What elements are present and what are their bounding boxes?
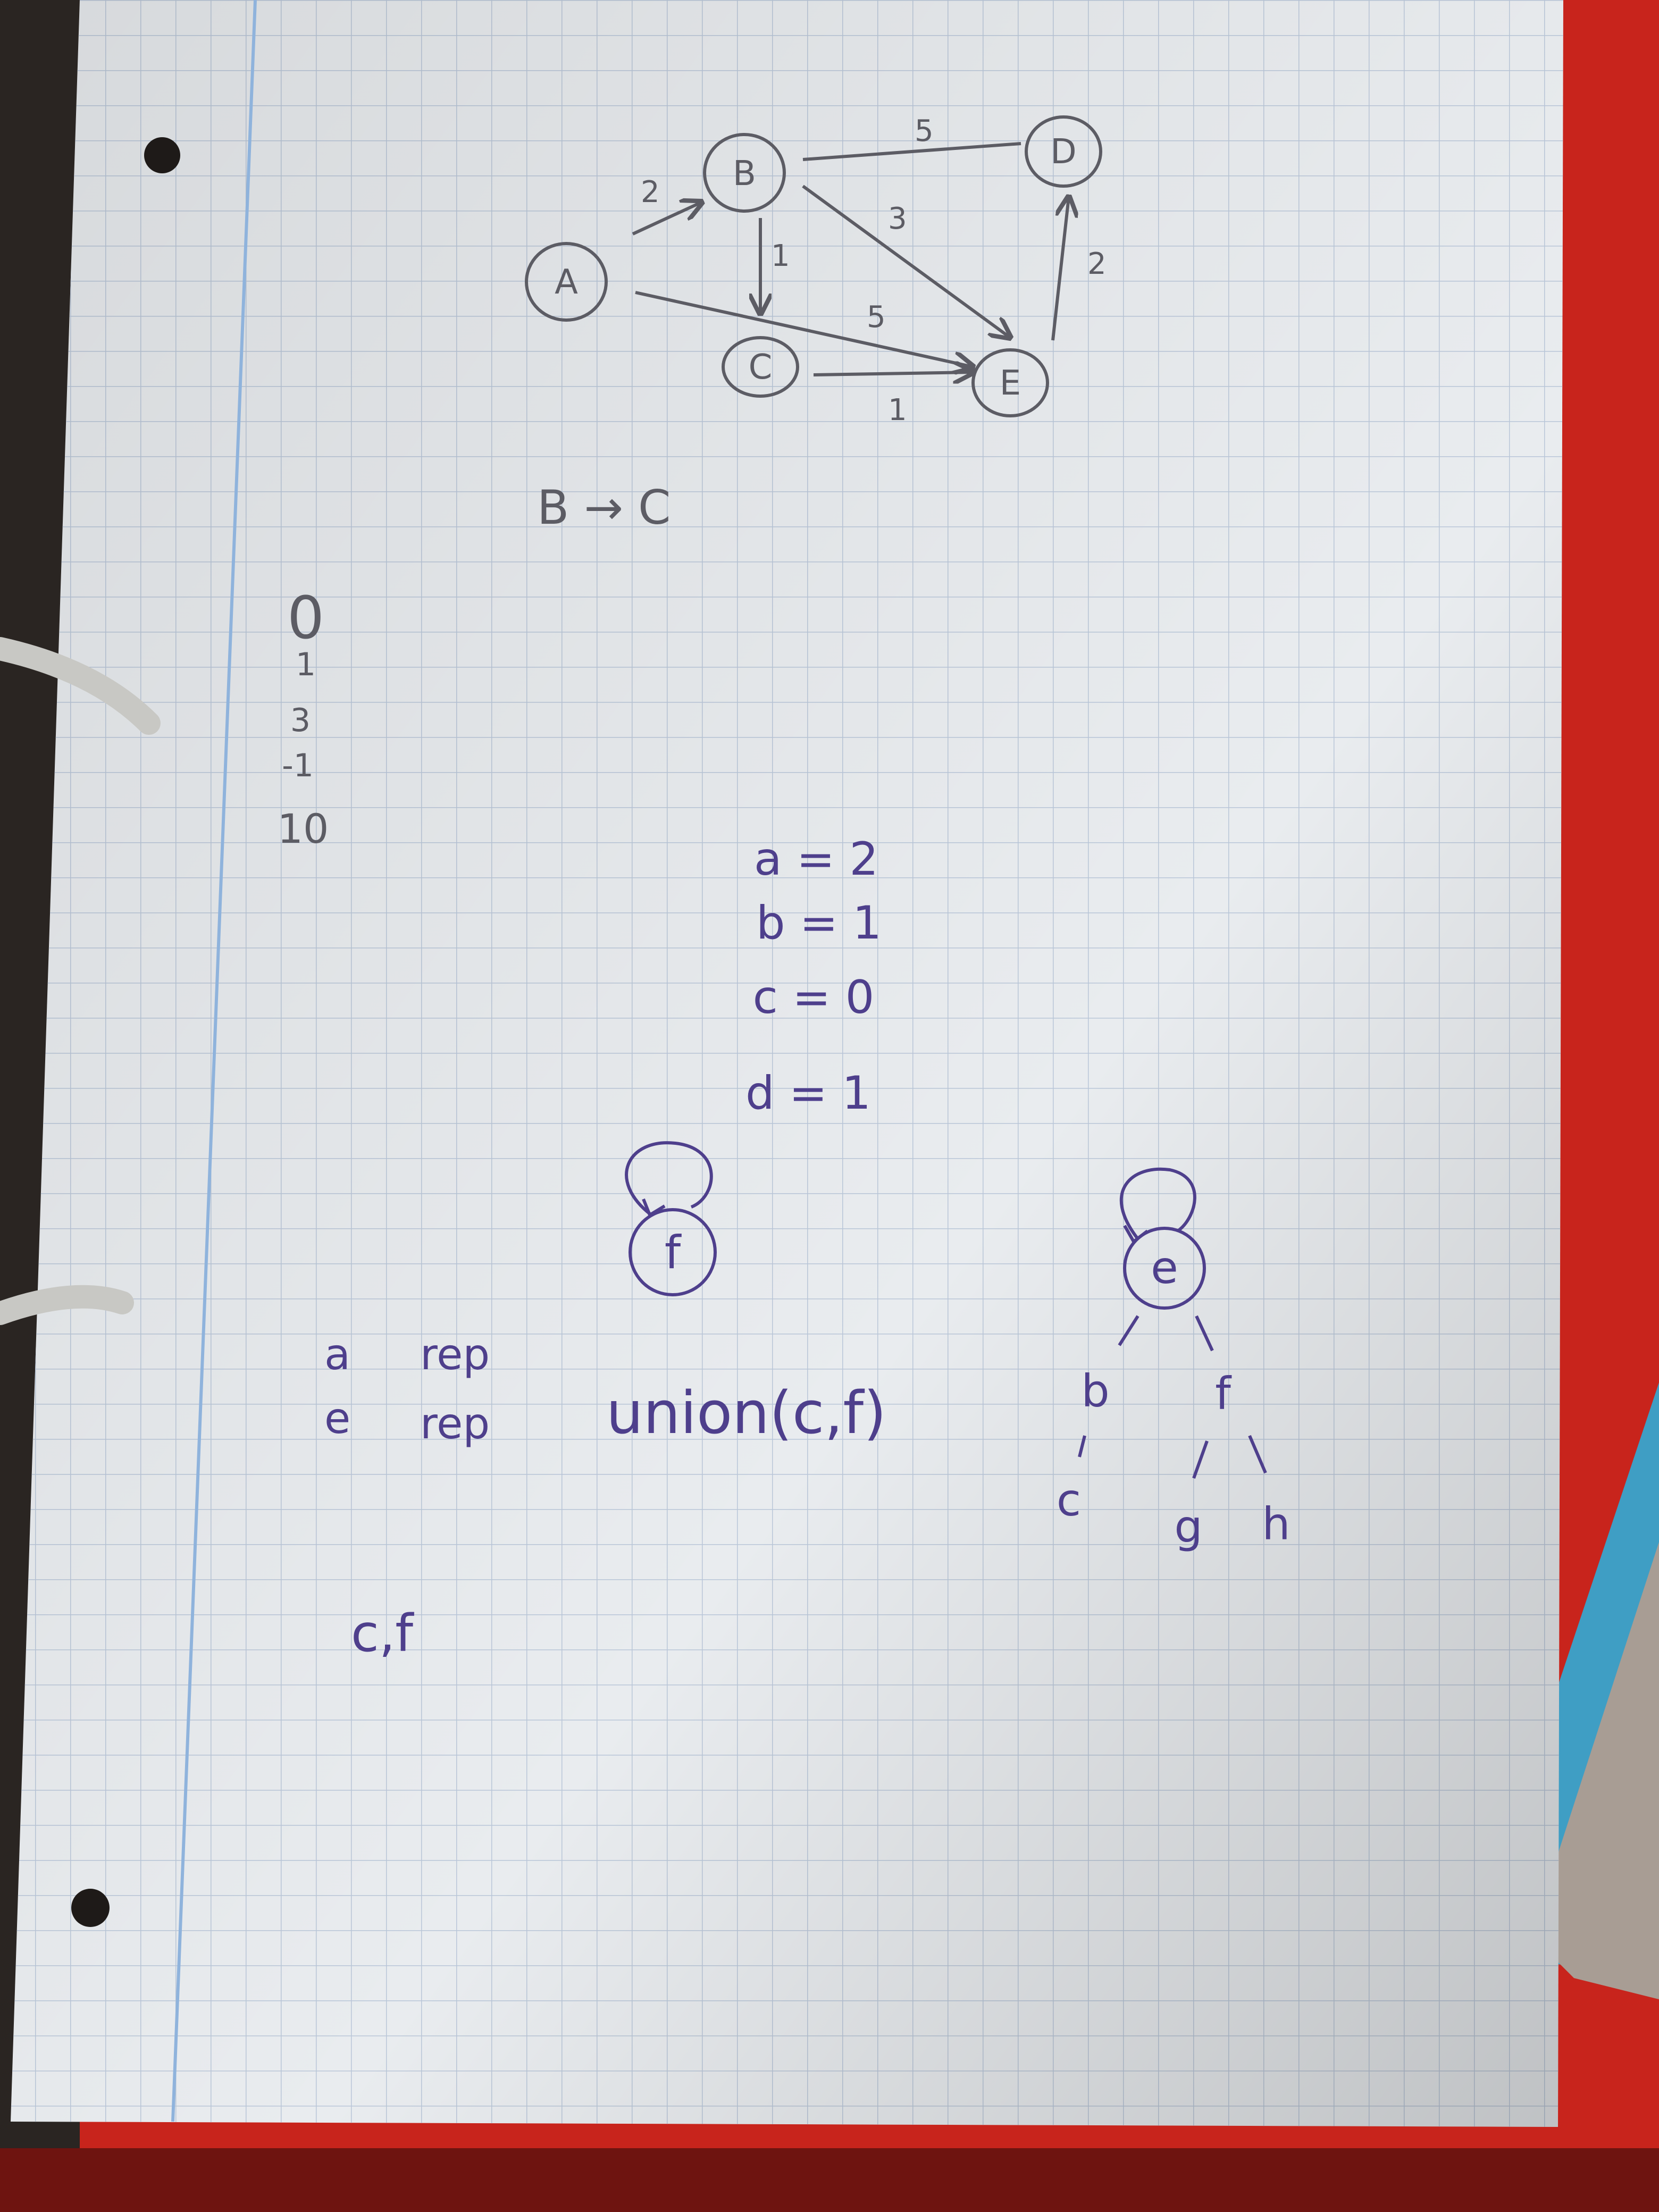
node-label-d: D bbox=[1050, 132, 1077, 172]
node-label-a: A bbox=[555, 263, 578, 302]
left-column-value-4: -1 bbox=[282, 747, 314, 784]
punch-hole-bottom bbox=[71, 1889, 110, 1927]
weight-a-e: 5 bbox=[867, 300, 886, 334]
assignment-a: a = 2 bbox=[753, 833, 879, 886]
assignment-b: b = 1 bbox=[756, 896, 882, 950]
tree-grandchild-c: c bbox=[1056, 1474, 1082, 1526]
node-label-c: C bbox=[748, 348, 773, 387]
rep-node-a: a bbox=[324, 1330, 351, 1379]
path-note: B → C bbox=[537, 480, 671, 535]
tree-grandchild-g: g bbox=[1174, 1501, 1203, 1553]
rep-label-a: rep bbox=[420, 1330, 490, 1379]
punch-hole-top bbox=[144, 137, 180, 173]
weight-c-e: 1 bbox=[888, 393, 907, 428]
tree-child-f: f bbox=[1215, 1368, 1231, 1420]
rep-label-e: rep bbox=[420, 1399, 490, 1448]
bottom-note: c,f bbox=[351, 1604, 414, 1663]
tree-child-b: b bbox=[1081, 1365, 1110, 1417]
table-bottom-edge bbox=[0, 2148, 1659, 2212]
weight-b-c: 1 bbox=[771, 239, 790, 273]
left-column-value-1: 0 bbox=[287, 584, 324, 652]
union-call: union(c,f) bbox=[606, 1379, 887, 1447]
tree-grandchild-h: h bbox=[1262, 1498, 1291, 1550]
tree-root-label: e bbox=[1151, 1242, 1178, 1294]
left-column-value-3: 3 bbox=[290, 702, 311, 739]
assignment-d: d = 1 bbox=[745, 1067, 872, 1120]
weight-a-b: 2 bbox=[641, 175, 660, 210]
weight-b-d: 5 bbox=[915, 114, 934, 148]
left-column-value-2: 1 bbox=[295, 646, 316, 683]
weight-e-d: 2 bbox=[1087, 247, 1107, 281]
node-label-b: B bbox=[733, 154, 756, 194]
left-column-value-5: 10 bbox=[277, 805, 329, 852]
weight-b-e: 3 bbox=[888, 202, 907, 236]
rep-node-e: e bbox=[324, 1394, 351, 1443]
node-label-e: E bbox=[999, 364, 1021, 403]
assignment-c: c = 0 bbox=[752, 971, 875, 1024]
self-loop-label: f bbox=[664, 1226, 681, 1279]
